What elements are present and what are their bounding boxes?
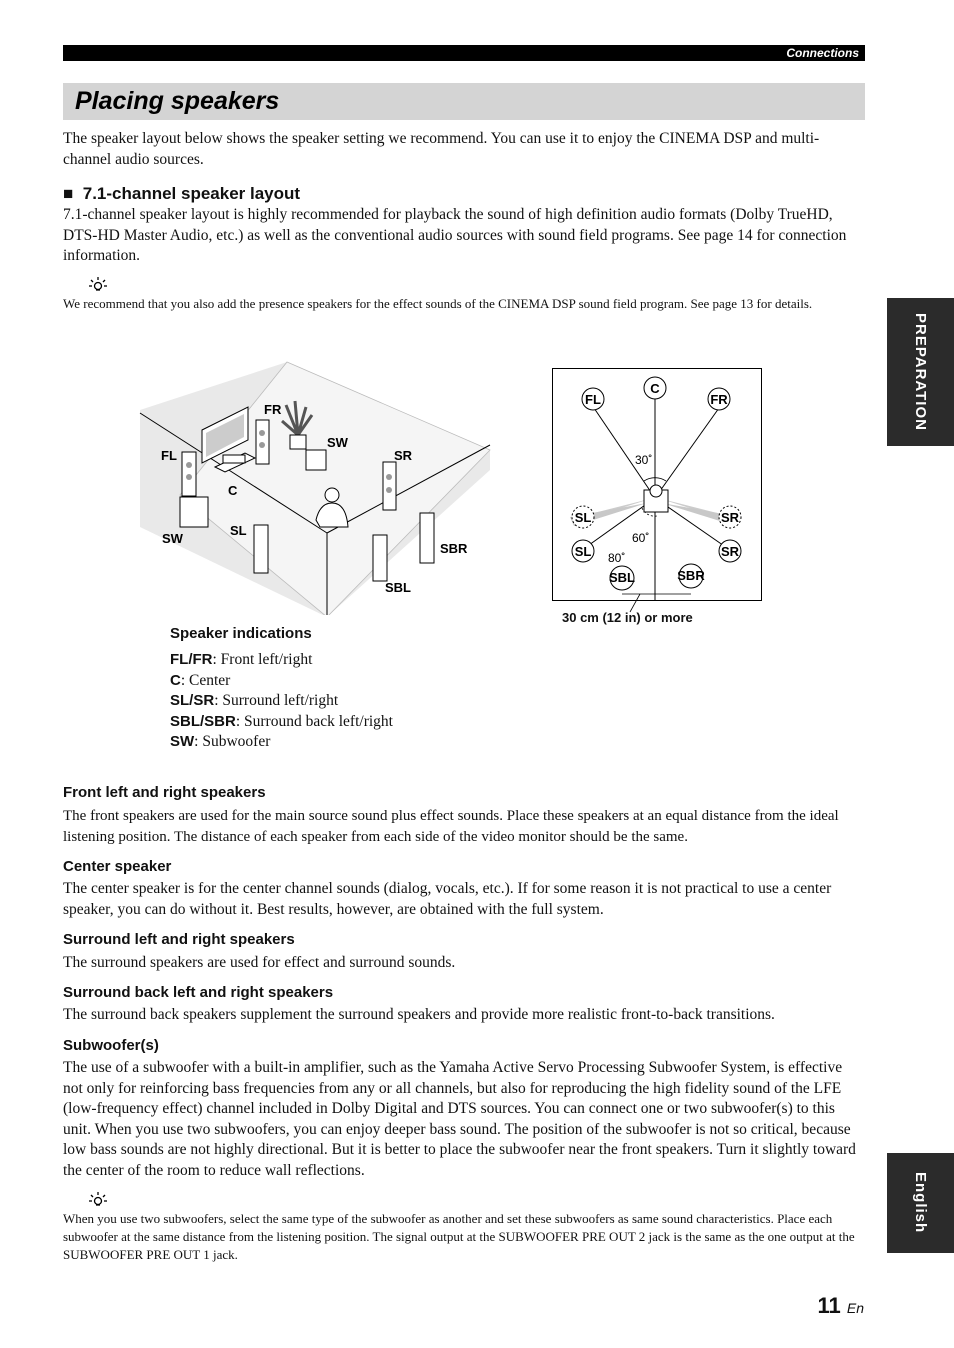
tab-english[interactable]: English bbox=[887, 1153, 954, 1253]
tip-text: We recommend that you also add the presence speakers for the effect sounds of the CINEMA DSP sound field program. See page 13 for details. bbox=[63, 296, 813, 311]
angle-label-sbl: SBL bbox=[609, 570, 635, 585]
sw-speaker-1 bbox=[306, 450, 326, 470]
angle-label-sl2: SL bbox=[574, 544, 592, 559]
surround-back-heading: Surround back left and right speakers bbox=[63, 984, 334, 1001]
room-label-sw1: SW bbox=[327, 435, 348, 450]
intro-text: The speaker layout below shows the speaker setting we recommend. You can use it to enjoy the CINEMA DSP and multi-channel audio sources. bbox=[63, 130, 820, 168]
room-label-sw2: SW bbox=[162, 531, 183, 546]
page-number: 11 En bbox=[817, 1293, 864, 1318]
square-bullet-icon: ■ bbox=[63, 184, 74, 203]
angle-label-sbr: SBR bbox=[677, 568, 705, 583]
room-label-fr: FR bbox=[264, 402, 282, 417]
distance-note: 30 cm (12 in) or more bbox=[562, 610, 693, 625]
angle-80: 80˚ bbox=[608, 551, 626, 565]
indication-item: SL/SR: Surround left/right bbox=[170, 692, 339, 710]
center-speaker-heading: Center speaker bbox=[63, 858, 172, 875]
fr-speaker bbox=[256, 420, 269, 464]
indication-item: SBL/SBR: Surround back left/right bbox=[170, 712, 393, 730]
angle-30: 30˚ bbox=[635, 453, 653, 467]
subwoofer-body: The use of a subwoofer with a built-in amplifier, such as the Yamaha Active Servo Processing Subwoofer System, is effective not only for reinforcing bass frequencies from any or all channels, but also for reproducing the high fidelity sound of the LFE (low-frequency effect) channel included in Dolby Digital and DTS sources. You can connect one or two subwoofer(s) to this unit. When you use two subwoofers, you can enjoy deeper bass sound. The position of the subwoofer is not so critical, because low bass sounds are not highly directional. But it is better to place the subwoofer near the front speakers. Turn it slightly toward the center of the room to reduce wall reflections. bbox=[63, 1059, 856, 1179]
surround-speakers-heading: Surround left and right speakers bbox=[63, 931, 295, 948]
angle-60: 60˚ bbox=[632, 531, 650, 545]
indications-list bbox=[170, 650, 393, 753]
angle-label-sr1: SR bbox=[720, 510, 740, 525]
tip2-text: When you use two subwoofers, select the same type of the subwoofer as another and set these subwoofers as same sound characteristics. Place each subwoofer at the same distance from the listening position. The signal output at the SUBWOOFER PRE OUT 2 jack is the same as the one output at the SUBWOOFER PRE OUT 1 jack. bbox=[63, 1211, 855, 1262]
front-speakers-heading: Front left and right speakers bbox=[63, 784, 266, 801]
indications-heading: Speaker indications bbox=[170, 625, 312, 642]
room-label-c: C bbox=[228, 483, 238, 498]
room-diagram bbox=[120, 355, 520, 615]
indication-item: FL/FR: Front left/right bbox=[170, 651, 313, 668]
subwoofer-heading: Subwoofer(s) bbox=[63, 1037, 159, 1054]
layout-heading: ■ 7.1-channel speaker layout bbox=[63, 184, 301, 203]
room-label-fl: FL bbox=[161, 448, 177, 463]
c-speaker bbox=[223, 455, 245, 463]
indication-item: C: Center bbox=[170, 671, 231, 689]
angle-label-c: C bbox=[650, 381, 660, 396]
center-speaker-body: The center speaker is for the center channel sounds (dialog, vocals, etc.). If for some reason it is not practical to use a center speaker, you can do without it. Best results, however, are obtained with the full system. bbox=[63, 880, 832, 918]
title-box bbox=[63, 83, 865, 120]
front-speakers-body: The front speakers are used for the main source sound plus effect sounds. Place these speakers at an equal distance from the ideal listening position. The distance of each speaker from each side of the video monitor should be the same. bbox=[63, 808, 839, 845]
surround-speakers-body: The surround speakers are used for effect and surround sounds. bbox=[63, 954, 456, 971]
angle-label-sl1: SL bbox=[574, 510, 592, 525]
tab-preparation[interactable]: PREPARATION bbox=[887, 298, 954, 446]
tip-icon bbox=[88, 1190, 110, 1208]
surround-back-body: The surround back speakers supplement the surround speakers and provide more realistic front-to-back transitions. bbox=[63, 1006, 775, 1023]
sr-speaker bbox=[383, 462, 396, 510]
room-label-sbl: SBL bbox=[385, 580, 411, 595]
page-lang: En bbox=[846, 1300, 864, 1316]
indication-item: SW: Subwoofer bbox=[170, 733, 271, 751]
sl-speaker bbox=[254, 525, 268, 573]
page-title: Placing speakers bbox=[75, 87, 280, 115]
angle-diagram bbox=[552, 368, 764, 602]
sbr-speaker bbox=[420, 513, 434, 563]
header-bar bbox=[63, 45, 865, 61]
section-label: Connections bbox=[786, 46, 859, 60]
fl-speaker bbox=[182, 452, 196, 496]
angle-label-fl: FL bbox=[585, 392, 601, 407]
sw-speaker-2 bbox=[180, 497, 208, 527]
room-label-sbr: SBR bbox=[440, 541, 468, 556]
sbl-speaker bbox=[373, 535, 387, 581]
tip-icon bbox=[88, 275, 110, 293]
room-label-sr: SR bbox=[394, 448, 413, 463]
layout-body: 7.1-channel speaker layout is highly recommended for playback the sound of high definition audio formats (Dolby TrueHD, DTS-HD Master Audio, etc.) as well as the conventional audio sources with sound field programs. See page 14 for connection information. bbox=[63, 206, 847, 264]
angle-label-fr: FR bbox=[710, 392, 728, 407]
room-label-sl: SL bbox=[230, 523, 247, 538]
angle-label-sr2: SR bbox=[720, 544, 740, 559]
